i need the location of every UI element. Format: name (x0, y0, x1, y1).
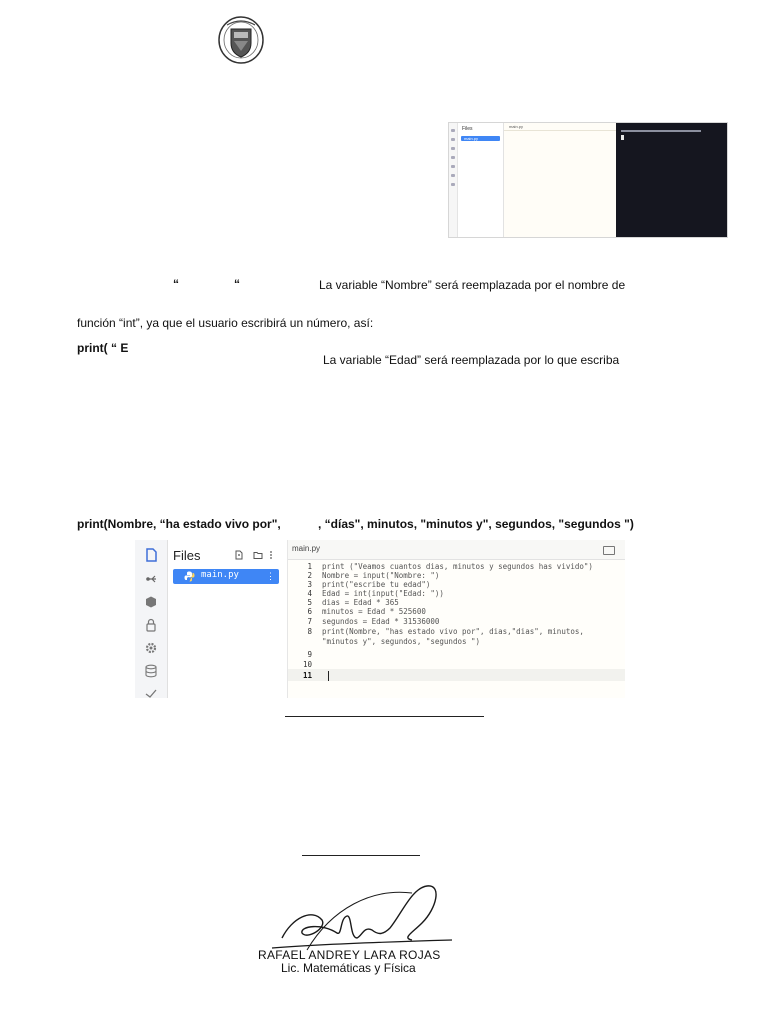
file-menu-icon: ⋮ (266, 571, 275, 581)
sidebar-rail (449, 123, 458, 237)
close-quote: “ (234, 277, 240, 291)
signer-title: Lic. Matemáticas y Física (281, 961, 416, 975)
divider-line (302, 855, 420, 856)
more-options-icon (269, 550, 273, 560)
editor-tab: main.py (292, 544, 321, 553)
code-line: Nombre = input("Nombre: ") (322, 571, 440, 580)
paragraph-line-2: función “int”, ya que el usuario escribirá un número, así: (77, 316, 374, 330)
line-number: 11 (302, 671, 312, 680)
paragraph-line-4: La variable “Edad” será reemplazada por lo que escriba (323, 353, 620, 367)
packages-icon (144, 595, 158, 609)
print-statement-left: print(Nombre, “ha estado vivo por", (77, 517, 281, 531)
files-panel (458, 123, 504, 237)
open-quote: “ (173, 277, 179, 291)
signer-name: RAFAEL ANDREY LARA ROJAS (258, 948, 441, 962)
code-line: "minutos y", segundos, "segundos ") (322, 637, 481, 646)
paragraph-line-1: La variable “Nombre” será reemplazada por el nombre de (319, 278, 626, 292)
school-crest-icon (217, 15, 265, 65)
divider-line (285, 716, 484, 717)
line-number: 1 (307, 562, 312, 571)
files-icon (144, 548, 158, 562)
editor-pane (287, 540, 625, 698)
code-line: segundos = Edad * 31536000 (322, 617, 440, 626)
files-title: Files (462, 126, 473, 132)
python-file-icon (184, 571, 195, 582)
editor-tab: main.py (504, 123, 616, 131)
console-pane (616, 123, 727, 237)
line-number: 4 (307, 589, 312, 598)
line-number: 6 (307, 607, 312, 616)
print-statement-right: , “días", minutos, "minutos y", segundos, "segundos ") (318, 517, 634, 531)
line-number: 8 (307, 627, 312, 636)
checkmark-icon (144, 686, 158, 698)
new-file-icon (234, 550, 244, 560)
handwritten-signature (262, 878, 462, 958)
code-line: print("escribe tu edad") (322, 580, 431, 589)
line-number: 5 (307, 598, 312, 607)
line-number: 10 (302, 660, 312, 669)
code-line: minutos = Edad * 525600 (322, 607, 426, 616)
line-number: 7 (307, 617, 312, 626)
line-number: 2 (307, 571, 312, 580)
text-caret (328, 671, 329, 681)
console-cursor (621, 135, 624, 140)
code-line: print ("Veamos cuantos dias, minutos y segundos has vivido") (322, 562, 593, 571)
code-line: dias = Edad * 365 (322, 598, 399, 607)
layout-icon (603, 546, 615, 555)
file-item-main (173, 569, 279, 584)
new-folder-icon (253, 550, 263, 560)
files-title: Files (173, 548, 201, 563)
database-icon (144, 664, 158, 678)
editor-tab-bar (288, 540, 625, 560)
line-number: 9 (307, 650, 312, 659)
line-number: 3 (307, 580, 312, 589)
git-icon (144, 572, 158, 586)
gear-icon (144, 641, 158, 655)
code-line: print(Nombre, "has estado vivo por", dias,"dias", minutos, (322, 627, 584, 636)
lock-icon (144, 618, 158, 632)
file-item: main.py (461, 136, 500, 141)
code-line: Edad = int(input("Edad: ")) (322, 589, 444, 598)
paragraph-line-3: print( “ E (77, 341, 129, 355)
active-line-highlight (288, 669, 625, 681)
editor-pane (504, 123, 616, 237)
replit-screenshot-large (135, 540, 625, 698)
replit-screenshot-small (448, 122, 728, 238)
sidebar-rail (135, 540, 168, 698)
file-name: main.py (201, 570, 239, 580)
